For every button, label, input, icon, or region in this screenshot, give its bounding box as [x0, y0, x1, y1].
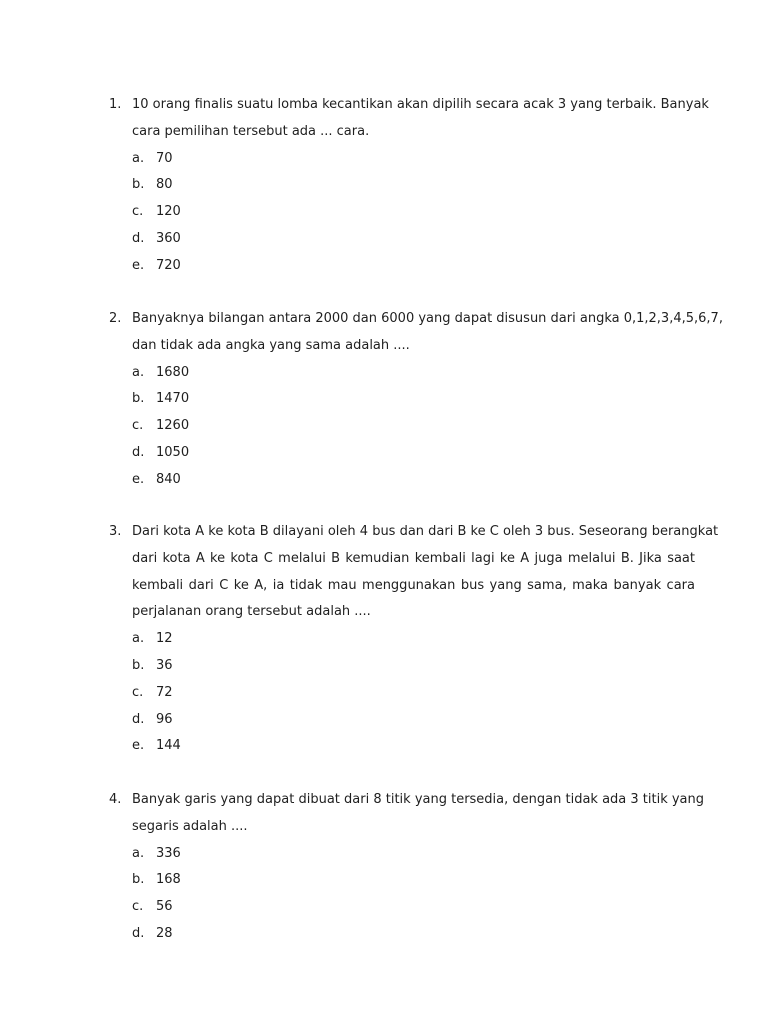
- question-text: 10 orang finalis suatu lomba kecantikan akan dipilih secara acak 3 yang terbaik. Banyak: [132, 97, 709, 112]
- question-line: [109, 814, 695, 841]
- option-value: 720: [156, 257, 181, 273]
- question-line: [109, 787, 705, 814]
- question-text: kembali dari C ke A, ia tidak mau menggunakan bus yang sama, maka banyak cara: [132, 577, 695, 593]
- option-value: 840: [156, 471, 181, 487]
- option-e: [109, 467, 695, 494]
- option-b: [109, 172, 695, 199]
- question-line: [109, 306, 723, 333]
- option-value: 120: [156, 204, 181, 220]
- option-letter: c.: [132, 204, 144, 220]
- option-letter: a.: [132, 150, 145, 166]
- question-text: Banyak garis yang dapat dibuat dari 8 titik yang tersedia, dengan tidak ada 3 titik yang: [132, 792, 705, 807]
- option-letter: b.: [132, 177, 145, 193]
- question-text: cara pemilihan tersebut ada ... cara.: [132, 123, 370, 139]
- question-text: perjalanan orang tersebut adalah ....: [132, 604, 371, 620]
- option-d: [109, 707, 695, 734]
- option-letter: a.: [132, 845, 145, 861]
- option-letter: e.: [132, 471, 145, 487]
- option-value: 72: [156, 684, 173, 700]
- question-line: [109, 599, 695, 626]
- option-d: [109, 440, 695, 467]
- option-letter: a.: [132, 364, 145, 380]
- option-value: 168: [156, 872, 181, 888]
- question-line: [109, 573, 695, 600]
- option-letter: b.: [132, 391, 145, 407]
- question-line: [109, 92, 709, 119]
- option-d: [109, 921, 695, 948]
- option-value: 1260: [156, 418, 190, 434]
- option-a: [109, 626, 695, 653]
- question-1: [109, 92, 709, 280]
- option-letter: e.: [132, 257, 145, 273]
- question-number: 4.: [109, 792, 122, 807]
- question-number: 2.: [109, 311, 122, 326]
- question-number: 1.: [109, 97, 122, 112]
- question-text: Banyaknya bilangan antara 2000 dan 6000 yang dapat disusun dari angka 0,1,2,3,4,5,6,7,: [132, 311, 723, 326]
- option-value: 12: [156, 631, 173, 647]
- question-text: Dari kota A ke kota B dilayani oleh 4 bus dan dari B ke C oleh 3 bus. Seseorang berangkat: [132, 524, 719, 539]
- option-letter: e.: [132, 738, 145, 754]
- option-e: [109, 253, 695, 280]
- option-d: [109, 226, 695, 253]
- option-letter: d.: [132, 230, 145, 246]
- option-letter: d.: [132, 711, 145, 727]
- option-letter: c.: [132, 899, 144, 915]
- option-value: 36: [156, 657, 173, 673]
- option-value: 56: [156, 899, 173, 915]
- option-b: [109, 653, 695, 680]
- question-number: 3.: [109, 524, 122, 539]
- option-value: 336: [156, 845, 181, 861]
- option-a: [109, 146, 695, 173]
- option-value: 144: [156, 738, 181, 754]
- question-3: [109, 519, 719, 760]
- question-line: [109, 546, 695, 573]
- option-letter: d.: [132, 925, 145, 941]
- option-letter: c.: [132, 684, 144, 700]
- option-letter: b.: [132, 657, 145, 673]
- option-c: [109, 894, 695, 921]
- option-a: [109, 841, 695, 868]
- option-value: 1050: [156, 444, 190, 460]
- option-value: 1680: [156, 364, 190, 380]
- question-line: [109, 519, 719, 546]
- option-c: [109, 680, 695, 707]
- option-value: 70: [156, 150, 173, 166]
- question-4: [109, 787, 705, 948]
- option-b: [109, 867, 695, 894]
- option-e: [109, 733, 695, 760]
- option-a: [109, 360, 695, 387]
- option-value: 1470: [156, 391, 190, 407]
- question-text: dan tidak ada angka yang sama adalah ....: [132, 337, 410, 353]
- option-letter: d.: [132, 444, 145, 460]
- option-value: 96: [156, 711, 173, 727]
- option-b: [109, 386, 695, 413]
- option-c: [109, 413, 695, 440]
- question-line: [109, 333, 695, 360]
- option-value: 80: [156, 177, 173, 193]
- question-line: [109, 119, 695, 146]
- question-2: [109, 306, 723, 494]
- option-value: 360: [156, 230, 181, 246]
- option-letter: b.: [132, 872, 145, 888]
- question-text: dari kota A ke kota C melalui B kemudian kembali lagi ke A juga melalui B. Jika saat: [132, 550, 695, 566]
- option-letter: a.: [132, 631, 145, 647]
- question-text: segaris adalah ....: [132, 818, 248, 834]
- option-value: 28: [156, 925, 173, 941]
- option-c: [109, 199, 695, 226]
- option-letter: c.: [132, 418, 144, 434]
